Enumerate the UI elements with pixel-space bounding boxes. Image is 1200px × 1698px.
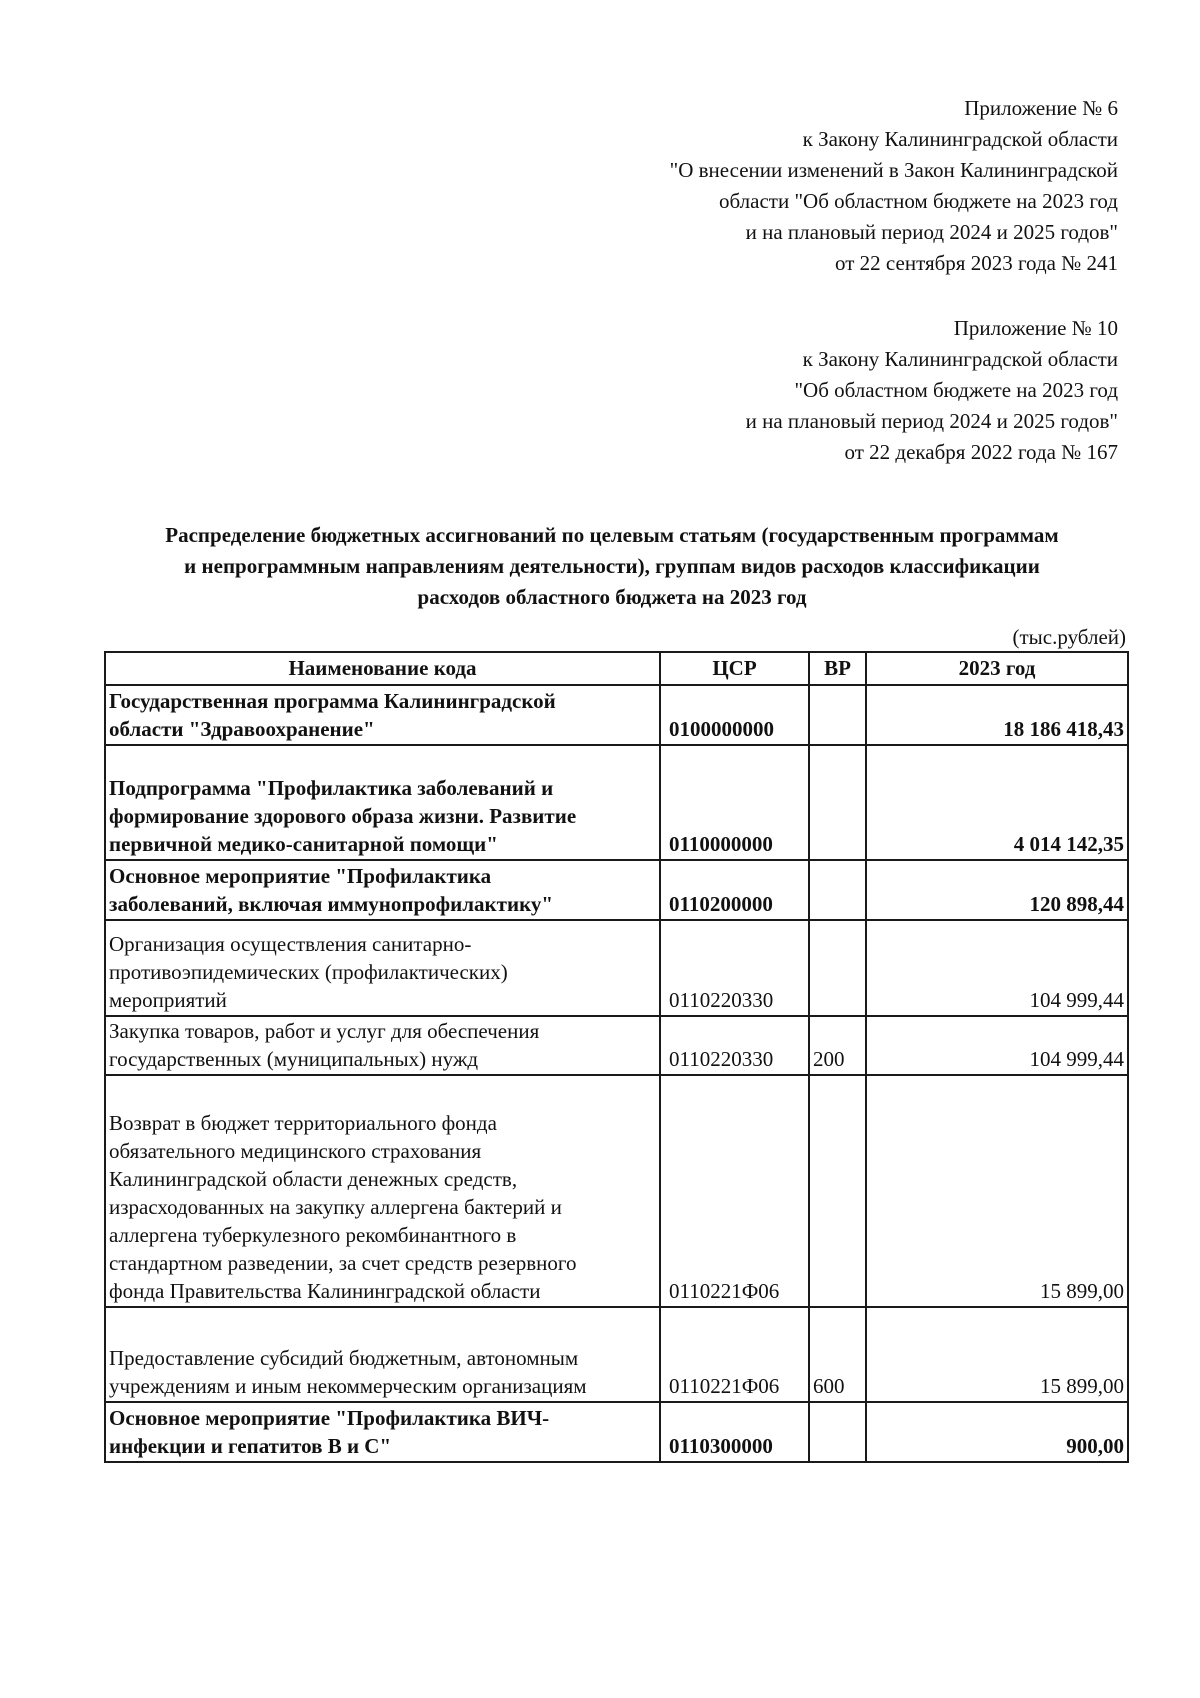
cell-name-line: Основное мероприятие "Профилактика — [109, 864, 492, 888]
header-csr: ЦСР — [660, 652, 809, 685]
cell-name — [105, 1307, 660, 1402]
appendix-10-line: к Закону Калининградской области — [802, 347, 1118, 371]
cell-name — [105, 745, 660, 860]
cell-name-line: стандартном разведении, за счет средств резервного — [109, 1251, 577, 1275]
cell-csr: 0100000000 — [660, 685, 809, 745]
appendix-10-line: и на плановый период 2024 и 2025 годов" — [745, 409, 1118, 433]
cell-name-line: области "Здравоохранение" — [109, 717, 375, 741]
appendix-6-line: области "Об областном бюджете на 2023 год — [719, 189, 1118, 213]
cell-name-line: Возврат в бюджет территориального фонда — [109, 1111, 497, 1135]
cell-name-line: противоэпидемических (профилактических) — [109, 960, 508, 984]
cell-name-line: Государственная программа Калининградской — [109, 689, 556, 713]
cell-name-line: Подпрограмма "Профилактика заболеваний и — [109, 776, 554, 800]
document-title-line: Распределение бюджетных ассигнований по целевым статьям (государственным программам — [165, 523, 1059, 547]
cell-name-line: Предоставление субсидий бюджетным, автономным — [109, 1346, 579, 1370]
cell-csr: 0110220330 — [660, 1016, 809, 1075]
table-row — [105, 860, 1128, 920]
table-row — [105, 1307, 1128, 1402]
header-year: 2023 год — [866, 652, 1128, 685]
appendix-10-line: от 22 декабря 2022 года № 167 — [844, 440, 1118, 464]
cell-name — [105, 1016, 660, 1075]
cell-name-line: аллергена туберкулезного рекомбинантного в — [109, 1223, 517, 1247]
units-label: (тыс.рублей) — [1012, 625, 1126, 649]
cell-amount: 120 898,44 — [866, 860, 1128, 920]
document-title-line: расходов областного бюджета на 2023 год — [417, 585, 807, 609]
table-row — [105, 1402, 1128, 1462]
cell-csr: 0110000000 — [660, 745, 809, 860]
table-row — [105, 745, 1128, 860]
cell-amount: 900,00 — [866, 1402, 1128, 1462]
cell-vr — [809, 860, 866, 920]
cell-vr — [809, 1402, 866, 1462]
appendix-6-line: Приложение № 6 — [964, 96, 1118, 120]
cell-name — [105, 860, 660, 920]
table-body — [105, 685, 1128, 1462]
cell-vr: 600 — [809, 1307, 866, 1402]
cell-name-line: заболеваний, включая иммунопрофилактику" — [109, 892, 554, 916]
appendix-6-header — [670, 93, 1118, 279]
cell-amount: 18 186 418,43 — [866, 685, 1128, 745]
cell-name-line: Закупка товаров, работ и услуг для обеспечения — [109, 1019, 540, 1043]
cell-vr — [809, 685, 866, 745]
table-header-row — [105, 652, 1128, 685]
cell-csr: 0110220330 — [660, 920, 809, 1016]
cell-amount: 4 014 142,35 — [866, 745, 1128, 860]
cell-amount: 15 899,00 — [866, 1075, 1128, 1307]
cell-name-line: инфекции и гепатитов В и С" — [109, 1434, 392, 1458]
appendix-6-line: "О внесении изменений в Закон Калининградской — [669, 158, 1118, 182]
cell-csr: 0110221Ф06 — [660, 1307, 809, 1402]
cell-name-line: мероприятий — [109, 988, 227, 1012]
cell-vr: 200 — [809, 1016, 866, 1075]
cell-csr: 0110200000 — [660, 860, 809, 920]
appendix-6-line: и на плановый период 2024 и 2025 годов" — [745, 220, 1118, 244]
cell-name-line: формирование здорового образа жизни. Развитие — [109, 804, 577, 828]
cell-name-line: государственных (муниципальных) нужд — [109, 1047, 479, 1071]
cell-amount: 104 999,44 — [866, 920, 1128, 1016]
cell-name — [105, 1075, 660, 1307]
cell-name-line: Организация осуществления санитарно- — [109, 932, 472, 956]
table-row — [105, 1016, 1128, 1075]
cell-csr: 0110221Ф06 — [660, 1075, 809, 1307]
cell-name — [105, 1402, 660, 1462]
table-row — [105, 1075, 1128, 1307]
cell-amount: 15 899,00 — [866, 1307, 1128, 1402]
appendix-10-header — [746, 313, 1118, 468]
appendix-6-line: к Закону Калининградской области — [802, 127, 1118, 151]
cell-name-line: первичной медико-санитарной помощи" — [109, 832, 498, 856]
cell-vr — [809, 745, 866, 860]
cell-vr — [809, 920, 866, 1016]
header-name: Наименование кода — [105, 652, 660, 685]
cell-name — [105, 685, 660, 745]
document-title — [100, 520, 1124, 613]
cell-name-line: израсходованных на закупку аллергена бактерий и — [109, 1195, 562, 1219]
cell-vr — [809, 1075, 866, 1307]
cell-csr: 0110300000 — [660, 1402, 809, 1462]
budget-table — [104, 651, 1129, 1463]
table-row — [105, 685, 1128, 745]
cell-name-line: Калининградской области денежных средств, — [109, 1167, 518, 1191]
cell-amount: 104 999,44 — [866, 1016, 1128, 1075]
appendix-10-line: "Об областном бюджете на 2023 год — [794, 378, 1118, 402]
header-vr: ВР — [809, 652, 866, 685]
cell-name-line: обязательного медицинского страхования — [109, 1139, 482, 1163]
cell-name-line: фонда Правительства Калининградской области — [109, 1279, 541, 1303]
appendix-10-line: Приложение № 10 — [953, 316, 1118, 340]
document-title-line: и непрограммным направлениям деятельности), группам видов расходов классификации — [184, 554, 1040, 578]
table-row — [105, 920, 1128, 1016]
appendix-6-line: от 22 сентября 2023 года № 241 — [835, 251, 1118, 275]
cell-name — [105, 920, 660, 1016]
cell-name-line: учреждениям и иным некоммерческим организациям — [109, 1374, 587, 1398]
cell-name-line: Основное мероприятие "Профилактика ВИЧ- — [109, 1406, 550, 1430]
